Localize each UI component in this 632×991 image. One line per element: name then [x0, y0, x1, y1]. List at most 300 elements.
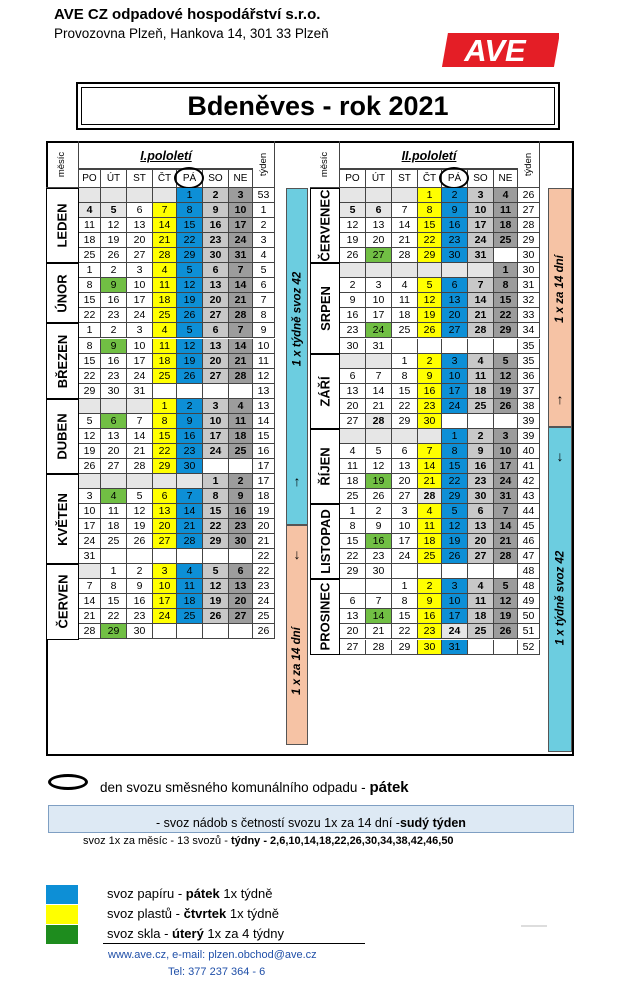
- column-label-week: [518, 141, 540, 188]
- day-cell: 21: [127, 444, 153, 459]
- day-cell: 1: [494, 263, 518, 278]
- day-cell: 8: [79, 278, 101, 293]
- day-cell: 29: [392, 414, 418, 429]
- day-cell: 25: [229, 444, 253, 459]
- day-cell: 12: [340, 218, 366, 233]
- legend-color-swatch: [46, 925, 78, 944]
- day-cell: 31: [79, 549, 101, 564]
- day-cell: 31: [127, 384, 153, 399]
- month-name: ZÁŘÍ: [317, 376, 333, 407]
- day-cell: 20: [340, 624, 366, 639]
- legend-item-pre: svoz skla -: [107, 926, 173, 941]
- day-cell: 29: [442, 489, 468, 504]
- day-cell: 16: [101, 293, 127, 308]
- day-cell: 17: [468, 218, 494, 233]
- page-title-box: [76, 82, 560, 130]
- day-cell: 14: [366, 609, 392, 624]
- day-cell: 7: [392, 203, 418, 218]
- company-name: AVE CZ odpadové hospodářství s.r.o.: [54, 6, 321, 23]
- week-number: 32: [518, 293, 540, 308]
- day-cell: 1: [101, 564, 127, 579]
- day-cell: [153, 549, 177, 564]
- day-cell: [494, 564, 518, 579]
- day-cell: 9: [101, 339, 127, 354]
- day-cell: 6: [127, 203, 153, 218]
- day-cell: 25: [392, 323, 418, 338]
- day-cell: 9: [418, 369, 442, 384]
- day-cell: 16: [203, 218, 229, 233]
- week-number: 33: [518, 308, 540, 323]
- day-cell: 25: [79, 248, 101, 263]
- day-cell: 27: [392, 489, 418, 504]
- week-number: 41: [518, 459, 540, 474]
- day-cell: 2: [229, 474, 253, 489]
- week-number: 35: [518, 354, 540, 369]
- week-number: 22: [253, 549, 275, 564]
- day-cell: 27: [127, 248, 153, 263]
- day-cell: 13: [468, 519, 494, 534]
- day-cell: 5: [127, 489, 153, 504]
- left-bottom-blank: [46, 745, 286, 754]
- day-cell: 14: [153, 218, 177, 233]
- day-cell: 12: [101, 218, 127, 233]
- arrow-down-icon: ↓: [556, 448, 564, 464]
- day-cell: 16: [127, 594, 153, 609]
- day-cell: 11: [468, 594, 494, 609]
- day-cell: [177, 474, 203, 489]
- biweekly-strip-label-right: 1 x za 14 dní: [554, 255, 567, 323]
- week-number: 25: [253, 609, 275, 624]
- day-header-ÚT: ÚT: [101, 169, 127, 188]
- day-cell: 17: [127, 354, 153, 369]
- day-cell: 14: [418, 459, 442, 474]
- day-cell: 13: [442, 293, 468, 308]
- day-cell: 6: [101, 414, 127, 429]
- week-number: 42: [518, 474, 540, 489]
- mixed-waste-day-marker-icon: [48, 774, 88, 790]
- footer-contact[interactable]: www.ave.cz, e-mail: plzen.obchod@ave.cz: [108, 949, 317, 961]
- half-year-label: II.pololetí: [401, 149, 457, 163]
- day-cell: 23: [340, 323, 366, 338]
- week-number: 29: [518, 233, 540, 248]
- day-cell: 8: [79, 339, 101, 354]
- day-cell: 7: [366, 594, 392, 609]
- day-cell: 8: [392, 369, 418, 384]
- week-number: 31: [518, 278, 540, 293]
- day-cell: 9: [366, 519, 392, 534]
- week-number: 14: [253, 414, 275, 429]
- day-cell: [127, 549, 153, 564]
- day-cell: 19: [177, 293, 203, 308]
- day-cell: 23: [442, 233, 468, 248]
- day-cell: 2: [366, 504, 392, 519]
- day-cell: 16: [229, 504, 253, 519]
- week-number: 24: [253, 594, 275, 609]
- day-cell: 4: [101, 489, 127, 504]
- week-number: 7: [253, 293, 275, 308]
- day-cell: 8: [340, 519, 366, 534]
- day-cell: 26: [442, 549, 468, 564]
- month-name: LISTOPAD: [317, 509, 333, 574]
- day-cell: 12: [203, 579, 229, 594]
- week-number: 43: [518, 489, 540, 504]
- day-cell: 28: [494, 549, 518, 564]
- day-cell: 17: [229, 218, 253, 233]
- day-cell: 27: [366, 248, 392, 263]
- day-cell: 2: [203, 188, 229, 203]
- day-cell: 10: [468, 203, 494, 218]
- day-cell: 18: [79, 233, 101, 248]
- week-number: 23: [253, 579, 275, 594]
- legend-item-bold: čtvrtek: [183, 906, 227, 921]
- day-cell: 28: [392, 248, 418, 263]
- day-header-PÁ: PÁ: [177, 169, 203, 188]
- day-cell: 19: [101, 233, 127, 248]
- day-cell: 2: [127, 564, 153, 579]
- day-cell: 5: [203, 564, 229, 579]
- day-cell: 1: [79, 263, 101, 278]
- day-cell: 18: [468, 384, 494, 399]
- day-cell: 1: [177, 188, 203, 203]
- day-cell: 29: [418, 248, 442, 263]
- day-cell: 17: [127, 293, 153, 308]
- day-cell: 12: [418, 293, 442, 308]
- day-cell: [229, 624, 253, 639]
- legend-item-post: 1x týdně: [226, 906, 279, 921]
- day-cell: 18: [418, 534, 442, 549]
- day-header-NE: NE: [229, 169, 253, 188]
- week-number: 39: [518, 429, 540, 444]
- day-cell: 23: [366, 549, 392, 564]
- arrow-up-icon: ↑: [293, 473, 301, 489]
- day-cell: 7: [366, 369, 392, 384]
- day-cell: 2: [177, 399, 203, 414]
- day-cell: 6: [153, 489, 177, 504]
- day-cell: [177, 549, 203, 564]
- day-cell: 16: [418, 384, 442, 399]
- day-cell: 26: [203, 609, 229, 624]
- day-cell: 1: [418, 188, 442, 203]
- day-cell: 15: [392, 609, 418, 624]
- day-cell: 20: [366, 233, 392, 248]
- day-cell: [229, 384, 253, 399]
- day-cell: 6: [203, 263, 229, 278]
- day-cell: 6: [340, 369, 366, 384]
- week-number: 27: [518, 203, 540, 218]
- day-cell: [494, 248, 518, 263]
- legend-biweekly-text: - svoz nádob s četností svozu 1x za 14 dní -: [156, 816, 400, 830]
- day-cell: [418, 339, 442, 354]
- week-number: 11: [253, 354, 275, 369]
- half-year-label: I.pololetí: [140, 149, 192, 163]
- day-cell: 5: [418, 278, 442, 293]
- day-cell: 4: [468, 579, 494, 594]
- day-cell: 9: [203, 203, 229, 218]
- day-cell: 30: [340, 339, 366, 354]
- month-name: PROSINEC: [317, 582, 333, 651]
- day-cell: [392, 564, 418, 579]
- legend-biweekly-week: sudý týden: [399, 816, 466, 830]
- day-cell: 17: [442, 384, 468, 399]
- week-number: 30: [518, 248, 540, 263]
- day-cell: 9: [340, 293, 366, 308]
- legend-color-swatch: [46, 905, 78, 924]
- weekly-strip-right: [548, 427, 572, 752]
- day-cell: 20: [101, 444, 127, 459]
- day-cell: 9: [127, 579, 153, 594]
- day-cell: 23: [418, 624, 442, 639]
- day-cell: 13: [340, 384, 366, 399]
- week-number: 30: [518, 263, 540, 278]
- day-header-ČT: ČT: [418, 169, 442, 188]
- month-name: DUBEN: [55, 413, 71, 460]
- day-cell: 17: [203, 429, 229, 444]
- day-cell: [366, 354, 392, 369]
- month-label-prosinec: [310, 579, 340, 654]
- day-cell: 15: [203, 504, 229, 519]
- day-cell: 15: [177, 218, 203, 233]
- day-cell: 10: [494, 444, 518, 459]
- day-cell: 15: [442, 459, 468, 474]
- arrow-down-icon: ↓: [293, 546, 301, 562]
- day-cell: 3: [442, 579, 468, 594]
- day-cell: 24: [366, 323, 392, 338]
- day-cell: 9: [468, 444, 494, 459]
- day-cell: 27: [101, 459, 127, 474]
- day-cell: 15: [79, 293, 101, 308]
- day-cell: [442, 339, 468, 354]
- month-label-červen: [46, 564, 79, 639]
- day-cell: [340, 188, 366, 203]
- day-cell: 4: [418, 504, 442, 519]
- day-cell: 2: [442, 188, 468, 203]
- day-cell: 3: [442, 354, 468, 369]
- day-cell: 16: [442, 218, 468, 233]
- day-cell: 4: [494, 188, 518, 203]
- day-cell: 18: [468, 609, 494, 624]
- day-cell: 3: [366, 278, 392, 293]
- day-cell: 23: [229, 519, 253, 534]
- day-cell: 5: [494, 354, 518, 369]
- week-number: 4: [253, 248, 275, 263]
- day-cell: 3: [392, 504, 418, 519]
- week-number: 48: [518, 579, 540, 594]
- day-cell: 27: [153, 534, 177, 549]
- day-cell: 20: [229, 594, 253, 609]
- month-label-leden: [46, 188, 79, 263]
- day-cell: 21: [494, 534, 518, 549]
- day-cell: 8: [442, 444, 468, 459]
- day-cell: 28: [153, 248, 177, 263]
- day-cell: [366, 579, 392, 594]
- day-cell: 16: [340, 308, 366, 323]
- day-cell: 14: [366, 384, 392, 399]
- day-cell: [340, 579, 366, 594]
- day-cell: [468, 263, 494, 278]
- column-label-month: [310, 141, 340, 188]
- day-cell: 19: [340, 233, 366, 248]
- day-cell: [203, 549, 229, 564]
- day-header-ÚT: ÚT: [366, 169, 392, 188]
- day-cell: 11: [229, 414, 253, 429]
- day-cell: 26: [101, 248, 127, 263]
- day-header-ST: ST: [127, 169, 153, 188]
- day-cell: 1: [442, 429, 468, 444]
- day-cell: 19: [494, 609, 518, 624]
- calendar-table: [46, 141, 574, 756]
- day-cell: 13: [392, 459, 418, 474]
- day-cell: 26: [177, 369, 203, 384]
- day-cell: [101, 399, 127, 414]
- legend-monthly: [83, 835, 454, 847]
- day-cell: 3: [127, 263, 153, 278]
- week-number: 49: [518, 594, 540, 609]
- day-cell: 15: [340, 534, 366, 549]
- day-cell: 23: [177, 444, 203, 459]
- month-label-březen: [46, 323, 79, 398]
- day-cell: 20: [153, 519, 177, 534]
- day-cell: [494, 640, 518, 655]
- week-number: 47: [518, 549, 540, 564]
- day-cell: 26: [127, 534, 153, 549]
- legend-monthly-text: svoz 1x za měsíc - 13 svozů -: [83, 835, 231, 847]
- week-number: 53: [253, 188, 275, 203]
- day-cell: 21: [392, 233, 418, 248]
- week-number: 35: [518, 339, 540, 354]
- day-cell: 26: [418, 323, 442, 338]
- day-cell: 22: [79, 369, 101, 384]
- day-header-SO: SO: [468, 169, 494, 188]
- day-cell: 22: [79, 308, 101, 323]
- day-cell: 11: [494, 203, 518, 218]
- day-cell: 20: [203, 354, 229, 369]
- week-number: 18: [253, 489, 275, 504]
- week-number: 44: [518, 504, 540, 519]
- day-cell: 19: [203, 594, 229, 609]
- day-cell: [468, 339, 494, 354]
- day-cell: 19: [442, 534, 468, 549]
- day-cell: 3: [153, 564, 177, 579]
- day-cell: 14: [79, 594, 101, 609]
- day-cell: [418, 429, 442, 444]
- day-cell: 3: [468, 188, 494, 203]
- day-cell: 22: [153, 444, 177, 459]
- day-cell: 12: [177, 278, 203, 293]
- day-cell: [468, 414, 494, 429]
- company-address: Provozovna Plzeň, Hankova 14, 301 33 Plzeň: [54, 26, 329, 41]
- day-cell: 18: [153, 293, 177, 308]
- day-cell: 25: [153, 369, 177, 384]
- week-number: 17: [253, 459, 275, 474]
- day-cell: 22: [340, 549, 366, 564]
- day-cell: [229, 549, 253, 564]
- day-cell: 8: [494, 278, 518, 293]
- day-cell: 4: [468, 354, 494, 369]
- day-cell: 21: [79, 609, 101, 624]
- week-number: 48: [518, 564, 540, 579]
- day-cell: [127, 399, 153, 414]
- week-number: 3: [253, 233, 275, 248]
- day-cell: 22: [494, 308, 518, 323]
- column-label-month: [46, 141, 79, 188]
- day-cell: 21: [177, 519, 203, 534]
- day-cell: 30: [366, 564, 392, 579]
- month-label-červenec: [310, 188, 340, 263]
- footer-phone: Tel: 377 237 364 - 6: [168, 966, 266, 978]
- day-cell: 6: [442, 278, 468, 293]
- day-cell: 13: [229, 579, 253, 594]
- week-number: 5: [253, 263, 275, 278]
- day-cell: 25: [340, 489, 366, 504]
- day-cell: 18: [177, 594, 203, 609]
- week-column-label: týden: [258, 152, 269, 176]
- day-cell: 30: [229, 534, 253, 549]
- day-header-NE: NE: [494, 169, 518, 188]
- day-cell: 14: [468, 293, 494, 308]
- day-cell: 12: [79, 429, 101, 444]
- column-label-week: [253, 141, 275, 188]
- day-cell: [340, 429, 366, 444]
- day-cell: [340, 263, 366, 278]
- day-cell: 16: [366, 534, 392, 549]
- day-cell: 20: [392, 474, 418, 489]
- day-cell: 30: [177, 459, 203, 474]
- month-column-label: měsíc: [56, 151, 68, 177]
- day-cell: 9: [418, 594, 442, 609]
- biweekly-strip-right: [548, 188, 572, 427]
- day-cell: 29: [79, 384, 101, 399]
- day-cell: 17: [392, 534, 418, 549]
- day-cell: 27: [229, 609, 253, 624]
- week-number: 13: [253, 399, 275, 414]
- day-cell: 28: [127, 459, 153, 474]
- day-cell: [392, 188, 418, 203]
- month-name: ŘÍJEN: [317, 447, 333, 486]
- day-cell: 7: [79, 579, 101, 594]
- week-number: 39: [518, 414, 540, 429]
- day-cell: 16: [468, 459, 494, 474]
- day-cell: 24: [127, 308, 153, 323]
- week-number: 12: [253, 369, 275, 384]
- ave-logo-text: AVE: [464, 33, 526, 68]
- weekly-strip-label-right: 1 x týdně svoz 42: [554, 550, 567, 646]
- week-number: 34: [518, 323, 540, 338]
- day-cell: 8: [203, 489, 229, 504]
- day-cell: 9: [101, 278, 127, 293]
- day-cell: 24: [127, 369, 153, 384]
- day-cell: [127, 188, 153, 203]
- month-label-srpen: [310, 263, 340, 353]
- day-cell: 24: [468, 233, 494, 248]
- day-cell: 17: [153, 594, 177, 609]
- month-label-říjen: [310, 429, 340, 504]
- day-cell: 24: [229, 233, 253, 248]
- week-number: 16: [253, 444, 275, 459]
- day-cell: [442, 263, 468, 278]
- day-cell: 28: [229, 308, 253, 323]
- week-number: 21: [253, 534, 275, 549]
- day-cell: 12: [127, 504, 153, 519]
- day-cell: 1: [392, 354, 418, 369]
- day-cell: 7: [153, 203, 177, 218]
- day-cell: 5: [494, 579, 518, 594]
- legend-monthly-weeks: týdny - 2,6,10,14,18,22,26,30,34,38,42,46,50: [230, 835, 454, 847]
- day-cell: 30: [203, 248, 229, 263]
- week-number: 36: [518, 369, 540, 384]
- day-cell: 28: [418, 489, 442, 504]
- day-header-PO: PO: [340, 169, 366, 188]
- day-cell: 21: [418, 474, 442, 489]
